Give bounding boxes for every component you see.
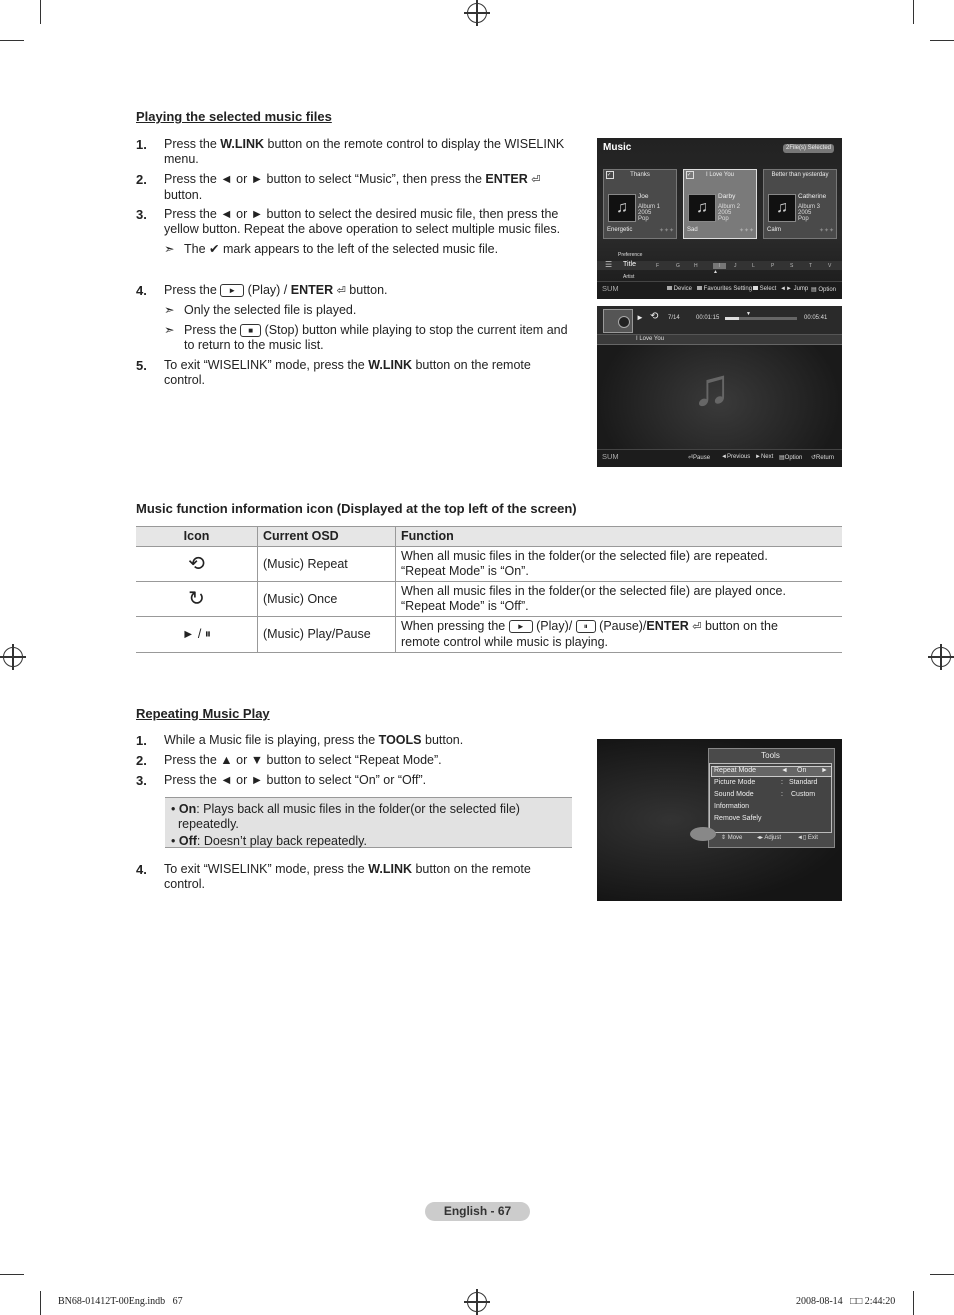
step-number: 2. xyxy=(136,753,147,768)
step-1: 1. Press the W.LINK button on the remote control to display the WISELINK menu. xyxy=(136,137,565,166)
music-playback-screenshot: ► ⟲ 7/14 00:01:15 ▼ 00:05:41 I Love You ♫ SUM ⏎Pause ◄Previous ►Next ▤Option ↺Return xyxy=(597,306,842,467)
play-pause-icon: ► / ⏸ xyxy=(136,617,258,653)
option-icon: ▤ xyxy=(811,287,817,293)
menu-item-sound-mode[interactable]: Sound Mode : Custom xyxy=(714,791,816,798)
album-art-icon xyxy=(603,309,633,333)
background-disc xyxy=(690,827,716,841)
step-2: 2. Press the ◄ or ► button to select “Music”, then press the ENTER ⏎ button. xyxy=(136,172,541,202)
arrow-icon: ➣ xyxy=(164,303,175,317)
sum-label: SUM xyxy=(602,284,619,293)
right-icon: ► xyxy=(755,454,761,460)
music-note-icon: ♫ xyxy=(608,194,636,222)
sort-preference: Preference xyxy=(618,252,643,258)
play-icon: ► xyxy=(636,313,644,322)
icon-info-table xyxy=(136,526,842,653)
cursor-up-icon: ▲ xyxy=(713,269,718,275)
music-list-screenshot: Music 2File(s) Selected Thanks ✓ ♫ Joe Album 1 2005 Pop Energetic ✦✦✦ I Love You ✓ ♫ Darby Album 2 2005 Pop Sad ✦✦✦ Better than yesterday ♫ Catherine Album 3 2005 Pop Calm ✦✦✦ ☰ Preference Title Artist F G H I J L P S T V ▲ SUM Device Favourites Setting Select ◄► Jump ▤ Option xyxy=(597,138,842,299)
elapsed-time: 00:01:15 xyxy=(696,315,720,321)
registration-mark-icon xyxy=(931,647,951,667)
updown-icon: ⇕ xyxy=(721,835,727,841)
note-checkmark: ➣ The ✔ mark appears to the left of the selected music file. xyxy=(164,242,499,256)
enter-icon: ⏎ xyxy=(688,455,694,461)
music-card: Thanks ✓ ♫ Joe Album 1 2005 Pop Energetic ✦✦✦ xyxy=(603,169,677,239)
repeat-options-box: • On: Plays back all music files in the folder(or the selected file) repeatedly. • Off: Doesn’t play back repeatedly. xyxy=(165,797,572,848)
note-selected-played: ➣ Only the selected file is played. xyxy=(164,303,357,317)
tools-menu-screenshot: Tools Repeat Mode ◄ On ► Picture Mode : Standard Sound Mode : Custom Information Remove Safely ⇕ Move ◂▸ Adjust ◄▯ Exit xyxy=(597,739,842,901)
jump-icon: ◄► xyxy=(780,286,792,292)
sort-menu-icon: ☰ xyxy=(605,260,613,269)
table-header: Icon xyxy=(136,527,258,547)
menu-item-picture-mode[interactable]: Picture Mode : Standard xyxy=(714,779,818,786)
menu-item-repeat-mode[interactable]: Repeat Mode ◄ On ► xyxy=(714,767,828,774)
return-icon: ↺ xyxy=(811,455,817,461)
music-note-icon: ♫ xyxy=(692,359,731,417)
crop-mark xyxy=(0,40,24,41)
song-title: I Love You xyxy=(636,336,665,342)
menu-item-remove-safely[interactable]: Remove Safely xyxy=(714,815,762,822)
section-heading-icons: Music function information icon (Displayed at the top left of the screen) xyxy=(136,501,577,516)
step-number: 3. xyxy=(136,773,147,788)
enter-icon: ⏎ xyxy=(336,285,346,297)
step-number: 1. xyxy=(136,137,147,152)
note-stop: ➣ Press the ■ (Stop) button while playing to stop the current item and to return to the music list. xyxy=(164,323,568,352)
step-4: 4. Press the ► (Play) / ENTER ⏎ button. xyxy=(136,283,388,298)
section-heading-repeating: Repeating Music Play xyxy=(136,706,270,721)
crop-mark xyxy=(913,1291,914,1315)
step-3: 3. Press the ◄ or ► button to select “On” or “Off”. xyxy=(136,773,427,788)
sort-artist: Artist xyxy=(623,274,635,280)
section-heading-playing: Playing the selected music files xyxy=(136,109,332,124)
arrow-icon: ➣ xyxy=(164,242,175,256)
step-number: 1. xyxy=(136,733,147,748)
rating-icon: ✦✦✦ xyxy=(819,228,835,234)
crop-mark xyxy=(930,40,954,41)
crop-mark xyxy=(40,0,41,24)
yellow-key-icon xyxy=(753,286,758,290)
step-number: 5. xyxy=(136,358,147,373)
step-5: 5. To exit “WISELINK” mode, press the W.LINK button on the remote control. xyxy=(136,358,531,387)
step-4: 4. To exit “WISELINK” mode, press the W.LINK button on the remote control. xyxy=(136,862,531,891)
music-note-icon: ♫ xyxy=(688,194,716,222)
arrow-icon: ➣ xyxy=(164,323,175,337)
crop-mark xyxy=(913,0,914,24)
left-icon: ◄ xyxy=(721,454,727,460)
play-button-icon: ► xyxy=(509,620,533,633)
progress-track xyxy=(725,317,797,320)
table-header-row xyxy=(136,527,842,547)
rating-icon: ✦✦✦ xyxy=(739,228,755,234)
tools-list xyxy=(709,763,832,833)
repeat-icon: ⟲ xyxy=(650,311,659,322)
checkbox-icon: ✓ xyxy=(606,171,614,179)
red-key-icon xyxy=(667,286,672,290)
play-button-icon: ► xyxy=(220,284,244,297)
screen-title: Music xyxy=(603,142,632,153)
table-header: Function xyxy=(396,527,843,547)
exit-icon: ◄▯ xyxy=(797,835,807,841)
step-number: 2. xyxy=(136,172,147,187)
crop-mark xyxy=(0,1274,24,1275)
option-icon: ▤ xyxy=(779,455,785,461)
tools-title: Tools xyxy=(761,751,780,760)
registration-mark-icon xyxy=(467,3,487,23)
leftright-icon: ◂▸ xyxy=(757,835,764,841)
print-info-right: 2008-08-14 □□ 2:44:20 xyxy=(796,1296,896,1307)
sort-title: Title xyxy=(623,261,636,268)
music-note-icon: ♫ xyxy=(768,194,796,222)
track-counter: 7/14 xyxy=(668,315,680,321)
checkbox-icon: ✓ xyxy=(686,171,694,179)
step-number: 4. xyxy=(136,283,147,298)
crop-mark xyxy=(40,1291,41,1315)
progress-marker-icon: ▼ xyxy=(746,311,751,317)
menu-item-information[interactable]: Information xyxy=(714,803,750,810)
print-info-left: BN68-01412T-00Eng.indb 67 xyxy=(58,1296,183,1307)
music-card: Better than yesterday ♫ Catherine Album 3 2005 Pop Calm ✦✦✦ xyxy=(763,169,837,239)
green-key-icon xyxy=(697,286,702,290)
enter-icon: ⏎ xyxy=(531,174,541,186)
table-row: ↻ (Music) Once When all music files in the folder(or the selected file) are played once. “Repeat Mode” is “Off”. xyxy=(136,582,842,617)
table-header: Current OSD xyxy=(258,527,396,547)
once-icon: ↻ xyxy=(136,582,258,617)
repeat-icon: ⟲ xyxy=(136,547,258,582)
song-title-bar xyxy=(597,335,842,345)
stop-button-icon: ■ xyxy=(240,324,261,337)
step-number: 3. xyxy=(136,207,147,222)
enter-icon: ⏎ xyxy=(692,621,702,633)
crop-mark xyxy=(930,1274,954,1275)
step-number: 4. xyxy=(136,862,147,877)
rating-icon: ✦✦✦ xyxy=(659,228,675,234)
step-2: 2. Press the ▲ or ▼ button to select “Repeat Mode”. xyxy=(136,753,442,768)
music-card-selected: I Love You ✓ ♫ Darby Album 2 2005 Pop Sad ✦✦✦ xyxy=(683,169,757,239)
registration-mark-icon xyxy=(3,647,23,667)
table-row: ► / ⏸ (Music) Play/Pause When pressing the ► (Play)/ ⏸ (Pause)/ENTER ⏎ button on the remote control while music is playing. xyxy=(136,617,842,653)
table-row: ⟲ (Music) Repeat When all music files in the folder(or the selected file) are repeated. “Repeat Mode” is “On”. xyxy=(136,547,842,582)
selected-badge: 2File(s) Selected xyxy=(783,144,834,153)
step-1: 1. While a Music file is playing, press the TOOLS button. xyxy=(136,733,464,748)
total-time: 00:05:41 xyxy=(804,315,828,321)
pause-button-icon: ⏸ xyxy=(576,620,596,633)
sum-label: SUM xyxy=(602,452,619,461)
page-number-badge: English - 67 xyxy=(425,1202,530,1221)
registration-mark-icon xyxy=(467,1292,487,1312)
footer-bar xyxy=(597,449,842,467)
step-3: 3. Press the ◄ or ► button to select the desired music file, then press the yellow button. Repeat the above operation to select multiple music files. xyxy=(136,207,561,236)
progress-fill xyxy=(725,317,739,320)
